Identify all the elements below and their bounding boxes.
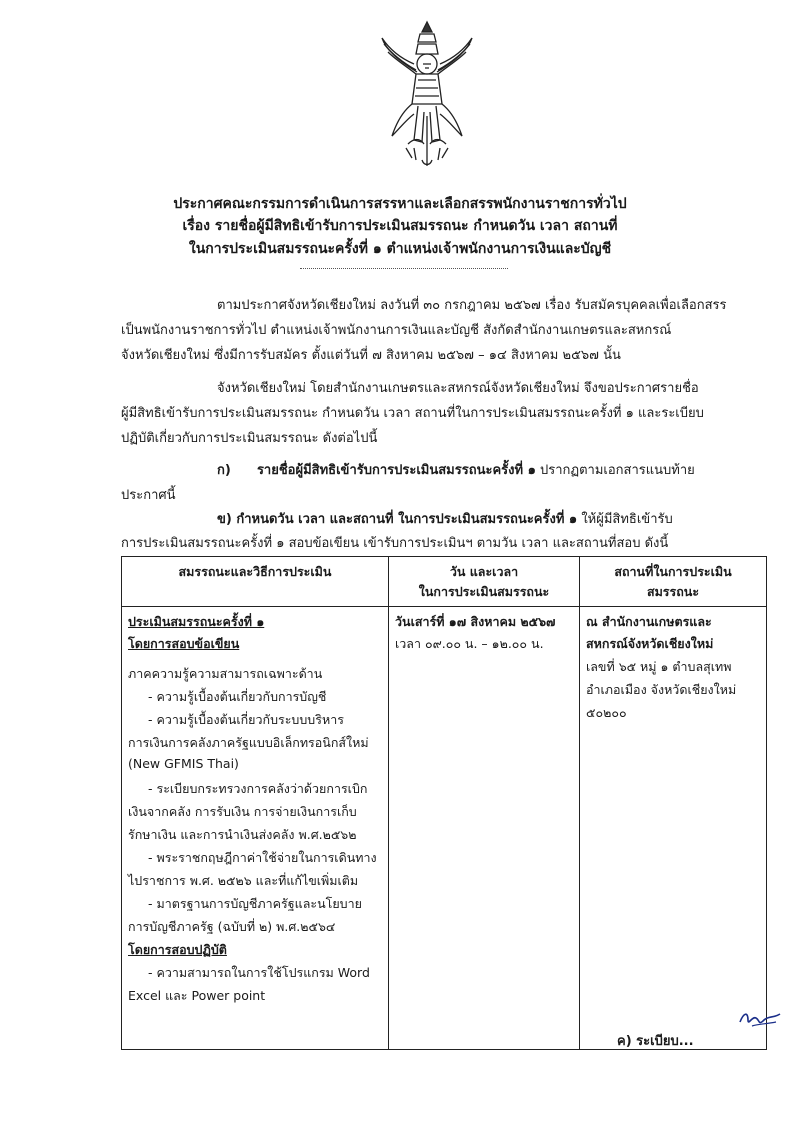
list-item: ภาคความรู้ความสามารถเฉพาะด้าน	[128, 666, 323, 681]
list-item: การบัญชีภาครัฐ (ฉบับที่ ๒) พ.ศ.๒๕๖๔	[128, 919, 336, 934]
address-line-1: เลขที่ ๖๕ หมู่ ๑ ตำบลสุเทพ	[586, 659, 732, 674]
list-item: - มาตรฐานการบัญชีภาครัฐและนโยบาย	[148, 896, 362, 911]
list-item: Excel และ Power point	[128, 988, 266, 1003]
exam-date: วันเสาร์ที่ ๑๗ สิงหาคม ๒๕๖๗	[395, 614, 556, 629]
para1-line-3: จังหวัดเชียงใหม่ ซึ่งมีการรับสมัคร ตั้งแต่วันที่ ๗ สิงหาคม ๒๕๖๗ – ๑๔ สิงหาคม ๒๕๖๗ นั้น	[121, 348, 621, 363]
header-place-line-2: สมรรถนะ	[646, 584, 700, 599]
assessment-title: ประเมินสมรรถนะครั้งที่ ๑	[128, 614, 265, 629]
header-place	[580, 557, 767, 607]
title-divider	[300, 268, 508, 269]
practical-exam-heading: โดยการสอบปฏิบัติ	[128, 942, 227, 957]
header-competency	[122, 557, 389, 607]
signature-initials	[738, 1008, 782, 1030]
list-item: - ความรู้เบื้องต้นเกี่ยวกับการบัญชี	[148, 689, 327, 704]
garuda-emblem	[378, 20, 476, 172]
header-datetime	[389, 557, 580, 607]
item-a-heading: รายชื่อผู้มีสิทธิเข้ารับการประเมินสมรรถนะครั้งที่ ๑	[256, 463, 536, 478]
place-name-line-1: ณ สำนักงานเกษตรและ	[586, 614, 712, 629]
cell-competency	[122, 607, 389, 1050]
item-a	[217, 459, 695, 480]
title-line-1: ประกาศคณะกรรมการดำเนินการสรรหาและเลือกสรรพนักงานราชการทั่วไป	[173, 196, 627, 212]
table-row	[122, 607, 767, 1050]
item-b-heading: ข) กำหนดวัน เวลา และสถานที่ ในการประเมินสมรรถนะครั้งที่ ๑	[217, 512, 578, 527]
para2-line-3: ปฏิบัติเกี่ยวกับการประเมินสมรรถนะ ดังต่อไปนี้	[121, 431, 378, 446]
header-place-line-1: สถานที่ในการประเมิน	[614, 564, 732, 579]
title-line-3: ในการประเมินสมรรถนะครั้งที่ ๑ ตำแหน่งเจ้าพนักงานการเงินและบัญชี	[188, 241, 612, 257]
list-item: ไปราชการ พ.ศ. ๒๕๒๖ และที่แก้ไขเพิ่มเติม	[128, 873, 359, 888]
para2-line-2: ผู้มีสิทธิเข้ารับการประเมินสมรรถนะ กำหนดวัน เวลา สถานที่ในการประเมินสมรรถนะครั้งที่ ๑ และระเบียบ	[121, 406, 704, 421]
para1-line-1: ตามประกาศจังหวัดเชียงใหม่ ลงวันที่ ๓๐ กรกฎาคม ๒๕๖๗ เรื่อง รับสมัครบุคคลเพื่อเลือกสรร	[217, 298, 727, 313]
item-b-line-2: การประเมินสมรรถนะครั้งที่ ๑ สอบข้อเขียน เข้ารับการประเมินฯ ตามวัน เวลา และสถานที่สอบ ดังนี้	[121, 536, 669, 551]
header-datetime-line-2: ในการประเมินสมรรถนะ	[418, 584, 550, 599]
list-item: - พระราชกฤษฎีกาค่าใช้จ่ายในการเดินทาง	[148, 850, 377, 865]
list-item: รักษาเงิน และการนำเงินส่งคลัง พ.ศ.๒๕๖๒	[128, 827, 357, 842]
item-b-text: ให้ผู้มีสิทธิเข้ารับ	[577, 512, 673, 527]
item-a-text: ปรากฏตามเอกสารแนบท้าย	[535, 463, 695, 478]
address-line-2: อำเภอเมือง จังหวัดเชียงใหม่	[586, 682, 737, 697]
list-item: การเงินการคลังภาครัฐแบบอิเล็กทรอนิกส์ใหม่	[128, 735, 369, 750]
cell-datetime	[389, 607, 580, 1050]
table-header-row	[122, 557, 767, 607]
place-name-line-2: สหกรณ์จังหวัดเชียงใหม่	[586, 636, 714, 651]
written-exam-heading: โดยการสอบข้อเขียน	[128, 636, 240, 651]
next-page-marker: ค) ระเบียบ...	[617, 1034, 694, 1049]
list-item: - ความรู้เบื้องต้นเกี่ยวกับระบบบริหาร	[148, 712, 344, 727]
list-item: - ความสามารถในการใช้โปรแกรม Word	[148, 965, 370, 980]
header-competency-text: สมรรถนะและวิธีการประเมิน	[178, 564, 332, 579]
title-line-2: เรื่อง รายชื่อผู้มีสิทธิเข้ารับการประเมินสมรรถนะ กำหนดวัน เวลา สถานที่	[182, 218, 618, 234]
list-item: (New GFMIS Thai)	[128, 756, 239, 771]
exam-time: เวลา ๐๙.๐๐ น. – ๑๒.๐๐ น.	[395, 636, 544, 651]
cell-place	[580, 607, 767, 1050]
para2-line-1: จังหวัดเชียงใหม่ โดยสำนักงานเกษตรและสหกรณ์จังหวัดเชียงใหม่ จึงขอประกาศรายชื่อ	[217, 381, 699, 396]
item-b	[217, 508, 673, 529]
item-a-line-2: ประกาศนี้	[121, 488, 176, 503]
item-a-label: ก)	[217, 463, 231, 478]
schedule-table	[121, 556, 767, 1050]
list-item: - ระเบียบกระทรวงการคลังว่าด้วยการเบิก	[148, 781, 368, 796]
list-item: เงินจากคลัง การรับเงิน การจ่ายเงินการเก็บ	[128, 804, 357, 819]
address-line-3: ๕๐๒๐๐	[586, 705, 627, 720]
header-datetime-line-1: วัน และเวลา	[449, 564, 519, 579]
para1-line-2: เป็นพนักงานราชการทั่วไป ตำแหน่งเจ้าพนักงานการเงินและบัญชี สังกัดสำนักงานเกษตรและสหกรณ์	[121, 323, 672, 338]
